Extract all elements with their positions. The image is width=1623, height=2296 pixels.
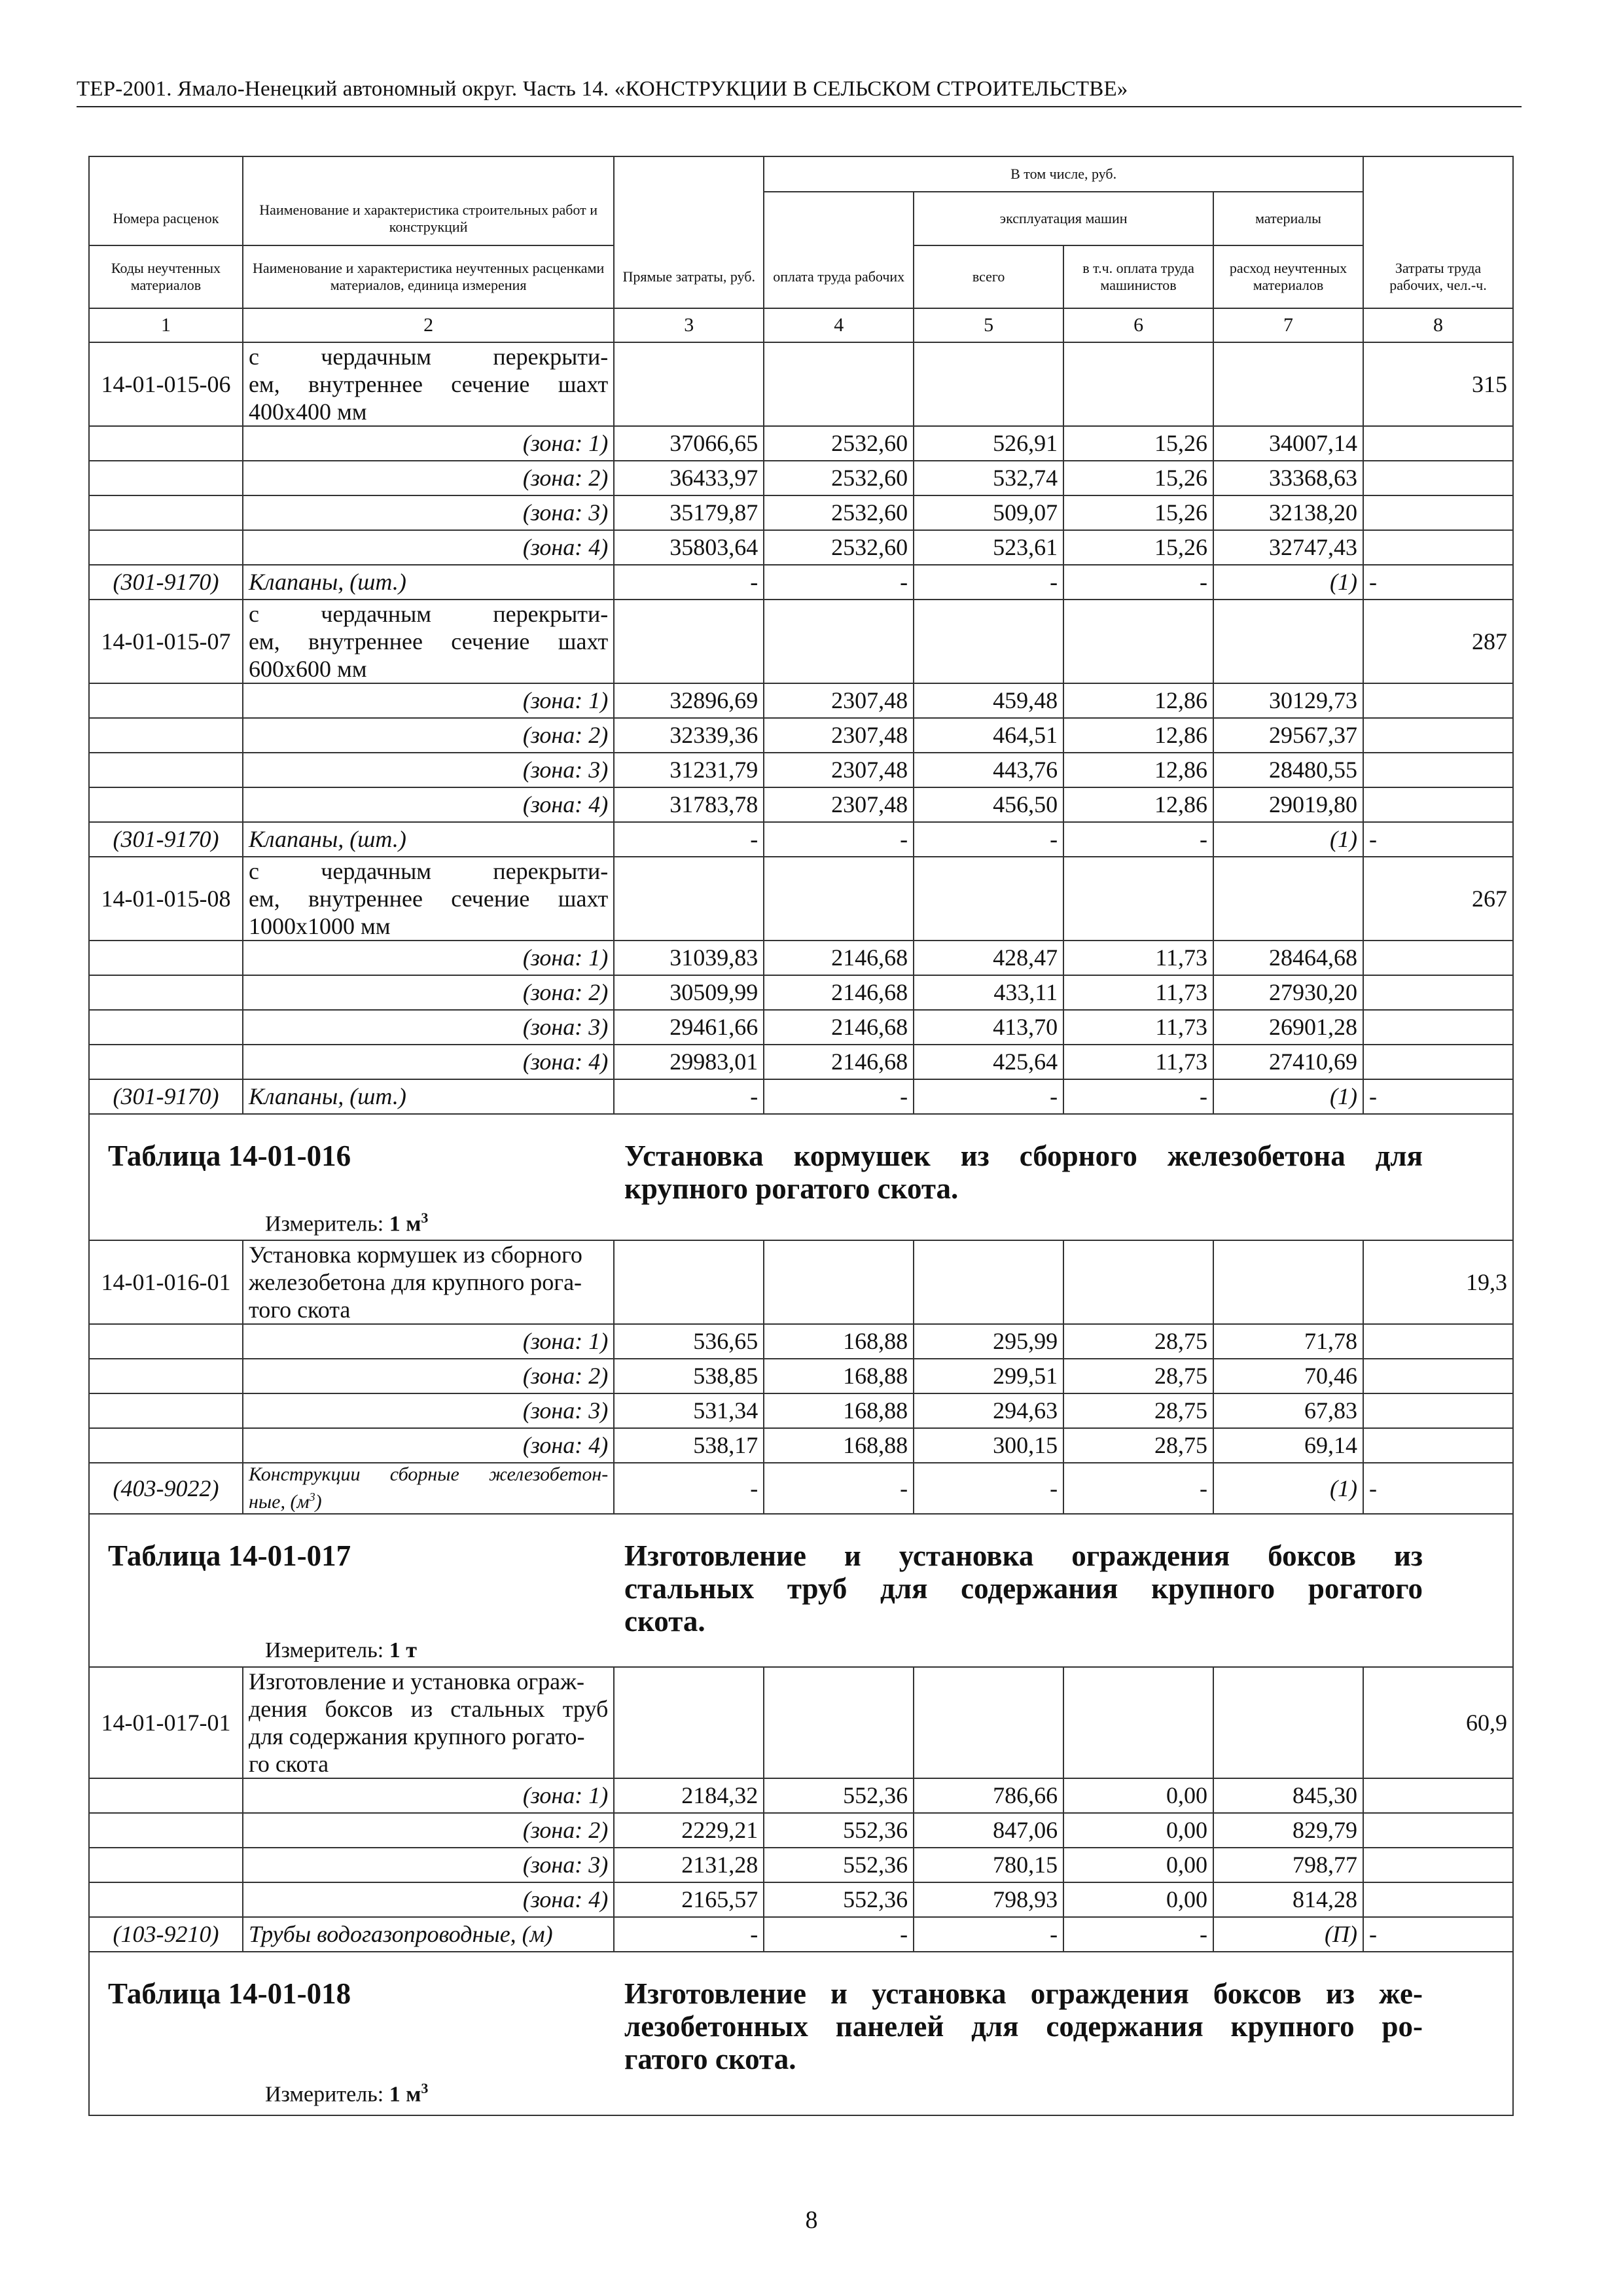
materials-cost: 29567,37: [1213, 718, 1363, 753]
direct-cost: 538,85: [614, 1359, 764, 1393]
zone-label: (зона: 4): [243, 1882, 614, 1917]
material-row: [89, 565, 1513, 600]
zone-row: [89, 1393, 1513, 1428]
direct-cost: 2165,57: [614, 1882, 764, 1917]
machines-labor: 0,00: [1063, 1848, 1213, 1882]
direct-cost: 29983,01: [614, 1045, 764, 1079]
material-qty: (1): [1213, 1079, 1363, 1114]
zone-row: [89, 718, 1513, 753]
machines-total: 532,74: [914, 461, 1063, 495]
direct-cost: 32896,69: [614, 683, 764, 718]
materials-cost: 798,77: [1213, 1848, 1363, 1882]
material-qty: (1): [1213, 1463, 1363, 1514]
machines-total: 294,63: [914, 1393, 1063, 1428]
zone-row: [89, 530, 1513, 565]
table-name: Изготовление и установка ограждения боксов из стальных труб для содержания крупного рогатого скота.: [624, 1539, 1423, 1638]
header-materials-sub: расход неучтенных материалов: [1213, 245, 1363, 308]
materials-cost: 32138,20: [1213, 495, 1363, 530]
header-mat-name: Наименование и характеристика неучтенных расценками материалов, единица измерения: [243, 245, 614, 308]
zone-row: [89, 1359, 1513, 1393]
labor-pay: 2307,48: [764, 753, 914, 787]
zone-label: (зона: 3): [243, 1010, 614, 1045]
rate-row: [89, 1240, 1513, 1324]
dash: -: [1063, 1079, 1213, 1114]
machines-total: 456,50: [914, 787, 1063, 822]
labor-pay: 2307,48: [764, 683, 914, 718]
zone-row: [89, 787, 1513, 822]
col-number: 2: [243, 308, 614, 342]
machines-labor: 0,00: [1063, 1778, 1213, 1813]
measure: Измеритель: 1 т: [265, 1638, 417, 1663]
materials-cost: 27410,69: [1213, 1045, 1363, 1079]
direct-cost: 2229,21: [614, 1813, 764, 1848]
header-rate-no: Номера расценок: [89, 192, 243, 245]
zone-row: [89, 1045, 1513, 1079]
machines-labor: 15,26: [1063, 495, 1213, 530]
machines-labor: 28,75: [1063, 1428, 1213, 1463]
machines-total: 433,11: [914, 975, 1063, 1010]
zone-row: [89, 426, 1513, 461]
rate-row: [89, 857, 1513, 941]
direct-cost: 531,34: [614, 1393, 764, 1428]
zone-label: (зона: 2): [243, 1359, 614, 1393]
material-name: Клапаны, (шт.): [243, 822, 614, 857]
dash: -: [1363, 822, 1513, 857]
zone-label: (зона: 1): [243, 426, 614, 461]
col-number: 3: [614, 308, 764, 342]
table-number: Таблица 14-01-018: [108, 1977, 351, 2011]
machines-labor: 15,26: [1063, 530, 1213, 565]
machines-labor: 12,86: [1063, 753, 1213, 787]
machines-labor: 15,26: [1063, 426, 1213, 461]
labor-pay: 2307,48: [764, 718, 914, 753]
zone-row: [89, 1848, 1513, 1882]
zone-row: [89, 461, 1513, 495]
dash: -: [614, 565, 764, 600]
material-name: Конструкции сборные железобетон- ные, $(м^3)$: [243, 1463, 614, 1514]
dash: -: [764, 1463, 914, 1514]
materials-cost: 32747,43: [1213, 530, 1363, 565]
labor-pay: 168,88: [764, 1324, 914, 1359]
zone-row: [89, 683, 1513, 718]
labor-pay: 168,88: [764, 1393, 914, 1428]
materials-cost: 67,83: [1213, 1393, 1363, 1428]
machines-total: 509,07: [914, 495, 1063, 530]
machines-total: 526,91: [914, 426, 1063, 461]
material-row: [89, 822, 1513, 857]
labor-hours: 19,3: [1363, 1240, 1513, 1324]
machines-total: 780,15: [914, 1848, 1063, 1882]
header-labor-pay: оплата труда рабочих: [764, 245, 914, 308]
dash: -: [764, 565, 914, 600]
dash: -: [1363, 1463, 1513, 1514]
zone-label: (зона: 1): [243, 683, 614, 718]
zone-row: [89, 975, 1513, 1010]
direct-cost: 35803,64: [614, 530, 764, 565]
machines-total: 464,51: [914, 718, 1063, 753]
direct-cost: 37066,65: [614, 426, 764, 461]
material-code: (301-9170): [89, 822, 243, 857]
machines-labor: 0,00: [1063, 1882, 1213, 1917]
materials-cost: 845,30: [1213, 1778, 1363, 1813]
material-name: Клапаны, (шт.): [243, 565, 614, 600]
zone-label: (зона: 2): [243, 461, 614, 495]
zone-row: [89, 495, 1513, 530]
direct-cost: 2184,32: [614, 1778, 764, 1813]
rates-table: [88, 156, 1514, 2116]
running-header: ТЕР-2001. Ямало-Ненецкий автономный округ. Часть 14. «КОНСТРУКЦИИ В СЕЛЬСКОМ СТРОИТЕЛЬСТВЕ»: [77, 77, 1128, 101]
material-code: (403-9022): [89, 1463, 243, 1514]
table-name: Установка кормушек из сборного железобетона для крупного рогатого скота.: [624, 1139, 1423, 1205]
rate-code: 14-01-015-06: [89, 342, 243, 426]
material-qty: (П): [1213, 1917, 1363, 1952]
machines-labor: 15,26: [1063, 461, 1213, 495]
rate-row: [89, 600, 1513, 683]
rate-code: 14-01-015-07: [89, 600, 243, 683]
page-number: 8: [805, 2206, 818, 2234]
header-machines-total: всего: [914, 245, 1063, 308]
machines-total: 425,64: [914, 1045, 1063, 1079]
direct-cost: 536,65: [614, 1324, 764, 1359]
zone-label: (зона: 3): [243, 1848, 614, 1882]
direct-cost: 29461,66: [614, 1010, 764, 1045]
dash: -: [764, 1079, 914, 1114]
rate-description: с чердачным перекрыти- ем, внутреннее сечение шахт 400х400 мм: [243, 342, 614, 426]
materials-cost: 28464,68: [1213, 941, 1363, 975]
machines-total: 523,61: [914, 530, 1063, 565]
machines-total: 847,06: [914, 1813, 1063, 1848]
col-number: 4: [764, 308, 914, 342]
table-title-row: [89, 1952, 1513, 2115]
zone-label: (зона: 2): [243, 975, 614, 1010]
dash: -: [614, 1917, 764, 1952]
material-row: [89, 1079, 1513, 1114]
machines-labor: 12,86: [1063, 718, 1213, 753]
zone-label: (зона: 2): [243, 1813, 614, 1848]
dash: -: [1363, 565, 1513, 600]
materials-cost: 26901,28: [1213, 1010, 1363, 1045]
material-row: [89, 1917, 1513, 1952]
materials-cost: 29019,80: [1213, 787, 1363, 822]
labor-pay: 2146,68: [764, 1045, 914, 1079]
header-machines-labor: в т.ч. оплата труда машинистов: [1063, 245, 1213, 308]
labor-pay: 2532,60: [764, 461, 914, 495]
zone-label: (зона: 3): [243, 753, 614, 787]
machines-labor: 0,00: [1063, 1813, 1213, 1848]
labor-pay: 2307,48: [764, 787, 914, 822]
machines-labor: 28,75: [1063, 1359, 1213, 1393]
header-direct: Прямые затраты, руб.: [614, 245, 764, 308]
zone-row: [89, 753, 1513, 787]
dash: -: [614, 1079, 764, 1114]
machines-total: 798,93: [914, 1882, 1063, 1917]
labor-pay: 552,36: [764, 1813, 914, 1848]
machines-labor: 11,73: [1063, 1045, 1213, 1079]
dash: -: [914, 1463, 1063, 1514]
zone-label: (зона: 4): [243, 787, 614, 822]
zone-label: (зона: 4): [243, 1045, 614, 1079]
dash: -: [1063, 1463, 1213, 1514]
col-number: 8: [1363, 308, 1513, 342]
zone-row: [89, 1428, 1513, 1463]
direct-cost: 538,17: [614, 1428, 764, 1463]
labor-hours: 315: [1363, 342, 1513, 426]
machines-labor: 11,73: [1063, 975, 1213, 1010]
table-number: Таблица 14-01-016: [108, 1139, 351, 1172]
machines-labor: 12,86: [1063, 683, 1213, 718]
rate-description: с чердачным перекрыти- ем, внутреннее сечение шахт 600х600 мм: [243, 600, 614, 683]
machines-labor: 28,75: [1063, 1324, 1213, 1359]
header-labor-hours: Затраты труда рабочих, чел.-ч.: [1363, 245, 1513, 308]
materials-cost: 829,79: [1213, 1813, 1363, 1848]
col-number: 6: [1063, 308, 1213, 342]
rate-description: Изготовление и установка ограж- дения боксов из стальных труб для содержания крупного рогато- го скота: [243, 1667, 614, 1778]
zone-label: (зона: 1): [243, 1324, 614, 1359]
dash: -: [1363, 1079, 1513, 1114]
zone-row: [89, 1882, 1513, 1917]
zone-label: (зона: 3): [243, 1393, 614, 1428]
machines-total: 459,48: [914, 683, 1063, 718]
material-code: (301-9170): [89, 1079, 243, 1114]
machines-labor: 11,73: [1063, 941, 1213, 975]
col-number: 7: [1213, 308, 1363, 342]
rate-description: с чердачным перекрыти- ем, внутреннее сечение шахт 1000х1000 мм: [243, 857, 614, 941]
table-number: Таблица 14-01-017: [108, 1539, 351, 1573]
material-qty: (1): [1213, 565, 1363, 600]
materials-cost: 28480,55: [1213, 753, 1363, 787]
rate-code: 14-01-015-08: [89, 857, 243, 941]
direct-cost: 32339,36: [614, 718, 764, 753]
machines-labor: 11,73: [1063, 1010, 1213, 1045]
measure: Измеритель: 1 $м^3$: [265, 1210, 429, 1236]
rate-code: 14-01-016-01: [89, 1240, 243, 1324]
machines-labor: 12,86: [1063, 787, 1213, 822]
direct-cost: 35179,87: [614, 495, 764, 530]
materials-cost: 34007,14: [1213, 426, 1363, 461]
dash: -: [914, 1917, 1063, 1952]
zone-row: [89, 941, 1513, 975]
zone-label: (зона: 4): [243, 530, 614, 565]
materials-cost: 70,46: [1213, 1359, 1363, 1393]
direct-cost: 31783,78: [614, 787, 764, 822]
table-title-row: [89, 1514, 1513, 1667]
zone-label: (зона: 1): [243, 941, 614, 975]
dash: -: [764, 822, 914, 857]
dash: -: [914, 1079, 1063, 1114]
labor-pay: 2532,60: [764, 530, 914, 565]
labor-pay: 552,36: [764, 1882, 914, 1917]
material-code: (103-9210): [89, 1917, 243, 1952]
machines-total: 428,47: [914, 941, 1063, 975]
dash: -: [1363, 1917, 1513, 1952]
materials-cost: 33368,63: [1213, 461, 1363, 495]
dash: -: [1063, 822, 1213, 857]
labor-hours: 267: [1363, 857, 1513, 941]
direct-cost: 30509,99: [614, 975, 764, 1010]
labor-pay: 552,36: [764, 1848, 914, 1882]
material-qty: (1): [1213, 822, 1363, 857]
machines-labor: 28,75: [1063, 1393, 1213, 1428]
header-machines: эксплуатация машин: [914, 192, 1213, 245]
materials-cost: 69,14: [1213, 1428, 1363, 1463]
zone-row: [89, 1813, 1513, 1848]
materials-cost: 30129,73: [1213, 683, 1363, 718]
zone-label: (зона: 2): [243, 718, 614, 753]
labor-pay: 2532,60: [764, 495, 914, 530]
machines-total: 300,15: [914, 1428, 1063, 1463]
material-code: (301-9170): [89, 565, 243, 600]
material-name: Трубы водогазопроводные, (м): [243, 1917, 614, 1952]
dash: -: [914, 565, 1063, 600]
labor-hours: 287: [1363, 600, 1513, 683]
dash: -: [1063, 565, 1213, 600]
zone-row: [89, 1778, 1513, 1813]
labor-pay: 168,88: [764, 1359, 914, 1393]
direct-cost: 36433,97: [614, 461, 764, 495]
materials-cost: 71,78: [1213, 1324, 1363, 1359]
dash: -: [764, 1917, 914, 1952]
machines-total: 443,76: [914, 753, 1063, 787]
machines-total: 413,70: [914, 1010, 1063, 1045]
table-name: Изготовление и установка ограждения боксов из же- лезобетонных панелей для содержания крупного ро- гатого скота.: [624, 1977, 1423, 2076]
dash: -: [614, 822, 764, 857]
zone-row: [89, 1010, 1513, 1045]
table-title-row: [89, 1114, 1513, 1240]
labor-pay: 2532,60: [764, 426, 914, 461]
rate-row: [89, 1667, 1513, 1778]
labor-pay: 2146,68: [764, 975, 914, 1010]
labor-pay: 2146,68: [764, 941, 914, 975]
rate-row: [89, 342, 1513, 426]
material-row: [89, 1463, 1513, 1514]
header-incl: В том числе, руб.: [764, 156, 1363, 192]
machines-total: 295,99: [914, 1324, 1063, 1359]
dash: -: [1063, 1917, 1213, 1952]
header-work-name: Наименование и характеристика строительных работ и конструкций: [243, 192, 614, 245]
col-number: 1: [89, 308, 243, 342]
header-rule: [77, 106, 1522, 107]
direct-cost: 2131,28: [614, 1848, 764, 1882]
direct-cost: 31231,79: [614, 753, 764, 787]
col-number: 5: [914, 308, 1063, 342]
measure: Измеритель: 1 $м^3$: [265, 2080, 429, 2107]
header-materials: материалы: [1213, 192, 1363, 245]
zone-row: [89, 1324, 1513, 1359]
header-mat-codes: Коды неучтенных материалов: [89, 245, 243, 308]
zone-label: (зона: 3): [243, 495, 614, 530]
labor-pay: 2146,68: [764, 1010, 914, 1045]
zone-label: (зона: 4): [243, 1428, 614, 1463]
dash: -: [914, 822, 1063, 857]
header-blank: [89, 156, 243, 192]
labor-pay: 168,88: [764, 1428, 914, 1463]
rate-description: Установка кормушек из сборного железобетона для крупного рога- того скота: [243, 1240, 614, 1324]
materials-cost: 814,28: [1213, 1882, 1363, 1917]
zone-label: (зона: 1): [243, 1778, 614, 1813]
material-name: Клапаны, (шт.): [243, 1079, 614, 1114]
labor-pay: 552,36: [764, 1778, 914, 1813]
materials-cost: 27930,20: [1213, 975, 1363, 1010]
rate-code: 14-01-017-01: [89, 1667, 243, 1778]
direct-cost: 31039,83: [614, 941, 764, 975]
machines-total: 786,66: [914, 1778, 1063, 1813]
machines-total: 299,51: [914, 1359, 1063, 1393]
dash: -: [614, 1463, 764, 1514]
labor-hours: 60,9: [1363, 1667, 1513, 1778]
